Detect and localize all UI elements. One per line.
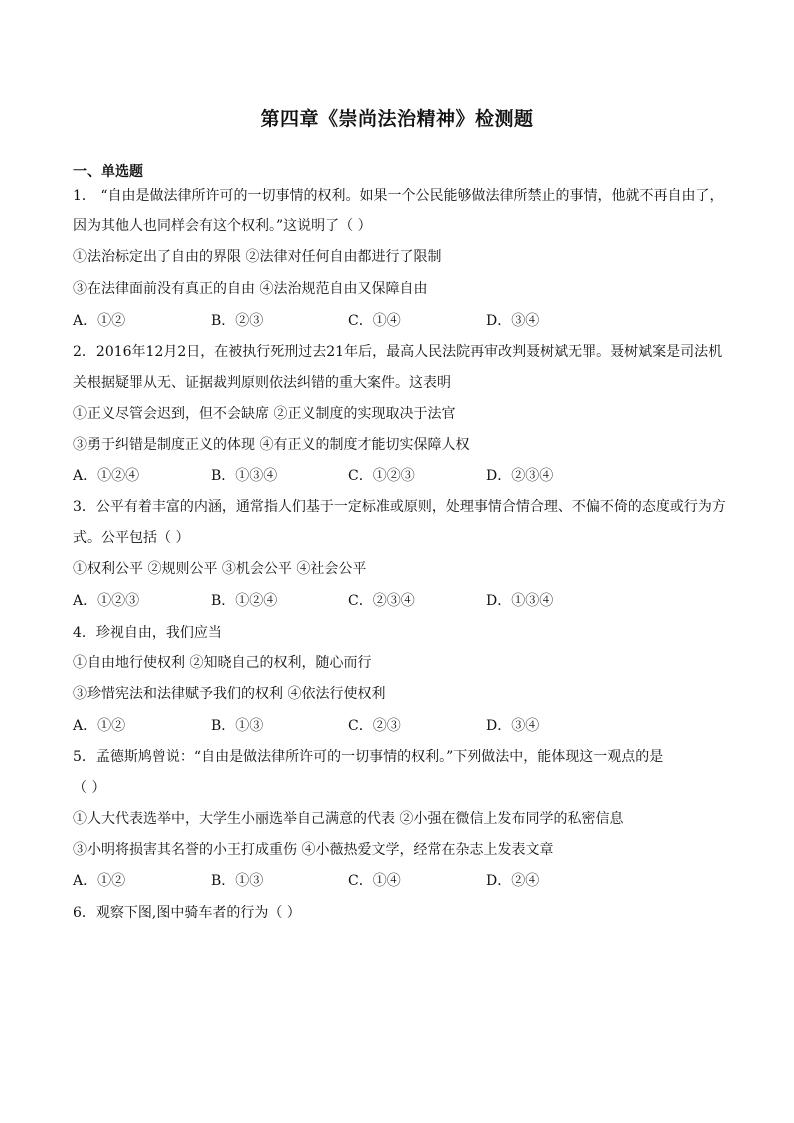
question-4-line-1: 4．珍视自由，我们应当 — [73, 625, 222, 641]
question-1-option-d[interactable]: D．③④ — [486, 313, 540, 329]
question-4-option-d[interactable]: D．③④ — [486, 718, 540, 734]
question-1-statement-b: ③在法律面前没有真正的自由 ④法治规范自由又保障自由 — [73, 281, 428, 297]
question-4-option-a[interactable]: A．①② — [73, 718, 126, 734]
question-2-line-1: 2．2016年12月2日，在被执行死刑过去21年后，最高人民法院再审改判聂树斌无罪。聂树斌案是司法机 — [73, 344, 723, 360]
question-3-option-c[interactable]: C．②③④ — [348, 593, 415, 609]
question-2-option-a[interactable]: A．①②④ — [73, 468, 140, 484]
question-1-option-a[interactable]: A．①② — [73, 313, 126, 329]
question-2-option-d[interactable]: D．②③④ — [486, 468, 554, 484]
question-1-option-b[interactable]: B．②③ — [211, 313, 264, 329]
question-2-statement-a: ①正义尽管会迟到，但不会缺席 ②正义制度的实现取决于法官 — [73, 406, 456, 422]
question-4-statement-a: ①自由地行使权利 ②知晓自己的权利，随心而行 — [73, 655, 372, 671]
question-4-statement-b: ③珍惜宪法和法律赋予我们的权利 ④依法行使权利 — [73, 686, 386, 702]
question-2-line-2: 关根据疑罪从无、证据裁判原则依法纠错的重大案件。这表明 — [73, 375, 451, 391]
question-5-option-c[interactable]: C．①④ — [348, 873, 401, 889]
question-5-statement-b: ③小明将损害其名誉的小王打成重伤 ④小薇热爱文学，经常在杂志上发表文章 — [73, 842, 554, 858]
question-5-line-1: 5．孟德斯鸠曾说：“自由是做法律所许可的一切事情的权利。”下列做法中，能体现这一观点的是 — [73, 749, 664, 765]
question-6-line-1: 6．观察下图,图中骑车者的行为（ ） — [73, 905, 301, 921]
question-5-option-a[interactable]: A．①② — [73, 873, 126, 889]
question-5-option-d[interactable]: D．②④ — [486, 873, 540, 889]
page-title: 第四章《崇尚法治精神》检测题 — [260, 108, 534, 130]
question-4-option-b[interactable]: B．①③ — [211, 718, 264, 734]
question-3-line-1: 3．公平有着丰富的内涵，通常指人们基于一定标准或原则，处理事情合情合理、不偏不倚的态度或行为方 — [73, 499, 726, 515]
question-5-statement-a: ①人大代表选举中，大学生小丽选举自己满意的代表 ②小强在微信上发布同学的私密信息 — [73, 811, 624, 827]
section-heading: 一、单选题 — [73, 164, 143, 180]
question-3-option-d[interactable]: D．①③④ — [486, 593, 554, 609]
question-3-line-2: 式。公平包括（ ） — [73, 530, 190, 546]
question-4-option-c[interactable]: C．②③ — [348, 718, 401, 734]
question-3-statements: ①权利公平 ②规则公平 ③机会公平 ④社会公平 — [73, 561, 367, 577]
question-1-line-2: 因为其他人也同样会有这个权利。”这说明了（ ） — [73, 218, 372, 234]
question-5-line-2: （ ） — [73, 780, 106, 796]
question-2-option-b[interactable]: B．①③④ — [211, 468, 278, 484]
question-2-statement-b: ③勇于纠错是制度正义的体现 ④有正义的制度才能切实保障人权 — [73, 437, 470, 453]
question-3-option-a[interactable]: A．①②③ — [73, 593, 140, 609]
question-1-line-1: 1． “自由是做法律所许可的一切事情的权利。如果一个公民能够做法律所禁止的事情，他就不再自由了， — [73, 188, 724, 204]
question-2-option-c[interactable]: C．①②③ — [348, 468, 415, 484]
question-1-statement-a: ①法治标定出了自由的界限 ②法律对任何自由都进行了限制 — [73, 249, 442, 265]
question-3-option-b[interactable]: B．①②④ — [211, 593, 278, 609]
question-1-option-c[interactable]: C．①④ — [348, 313, 401, 329]
question-5-option-b[interactable]: B．①③ — [211, 873, 264, 889]
